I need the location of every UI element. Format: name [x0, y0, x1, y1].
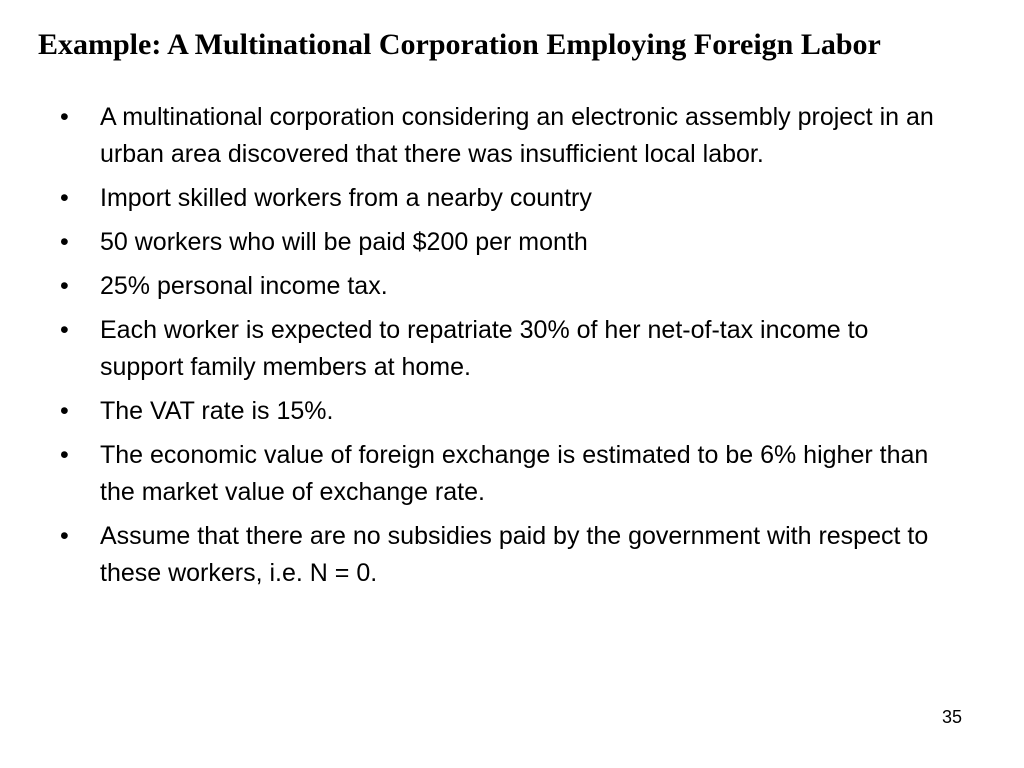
bullet-text: The economic value of foreign exchange is estimated to be 6% higher than the market value of exchange rate. — [100, 441, 929, 506]
bullet-list — [60, 99, 950, 599]
bullet-item — [60, 224, 950, 261]
bullet-text: Assume that there are no subsidies paid by the government with respect to these workers, i.e. N = 0. — [100, 522, 929, 587]
slide-title: Example: A Multinational Corporation Employing Foreign Labor — [38, 28, 881, 61]
bullet-dot-icon: • — [60, 397, 69, 425]
bullet-item — [60, 518, 950, 592]
bullet-text: The VAT rate is 15%. — [100, 397, 334, 425]
bullet-dot-icon: • — [60, 522, 69, 550]
bullet-text: 50 workers who will be paid $200 per month — [100, 228, 588, 256]
bullet-text: A multinational corporation considering an electronic assembly project in an urban area discovered that there was insufficient local labor. — [100, 103, 934, 168]
bullet-item — [60, 268, 950, 305]
page-number: 35 — [941, 707, 962, 727]
bullet-dot-icon: • — [60, 184, 69, 212]
bullet-dot-icon: • — [60, 272, 69, 300]
bullet-item — [60, 180, 950, 217]
bullet-item — [60, 99, 950, 173]
bullet-dot-icon: • — [60, 316, 69, 344]
bullet-dot-icon: • — [60, 228, 69, 256]
bullet-dot-icon: • — [60, 441, 69, 469]
bullet-dot-icon: • — [60, 103, 69, 131]
bullet-item — [60, 437, 950, 511]
bullet-text: Import skilled workers from a nearby country — [100, 184, 592, 212]
bullet-text: 25% personal income tax. — [100, 272, 388, 300]
bullet-item — [60, 393, 950, 430]
bullet-text: Each worker is expected to repatriate 30% of her net-of-tax income to support family members at home. — [100, 316, 869, 381]
bullet-item — [60, 312, 950, 386]
